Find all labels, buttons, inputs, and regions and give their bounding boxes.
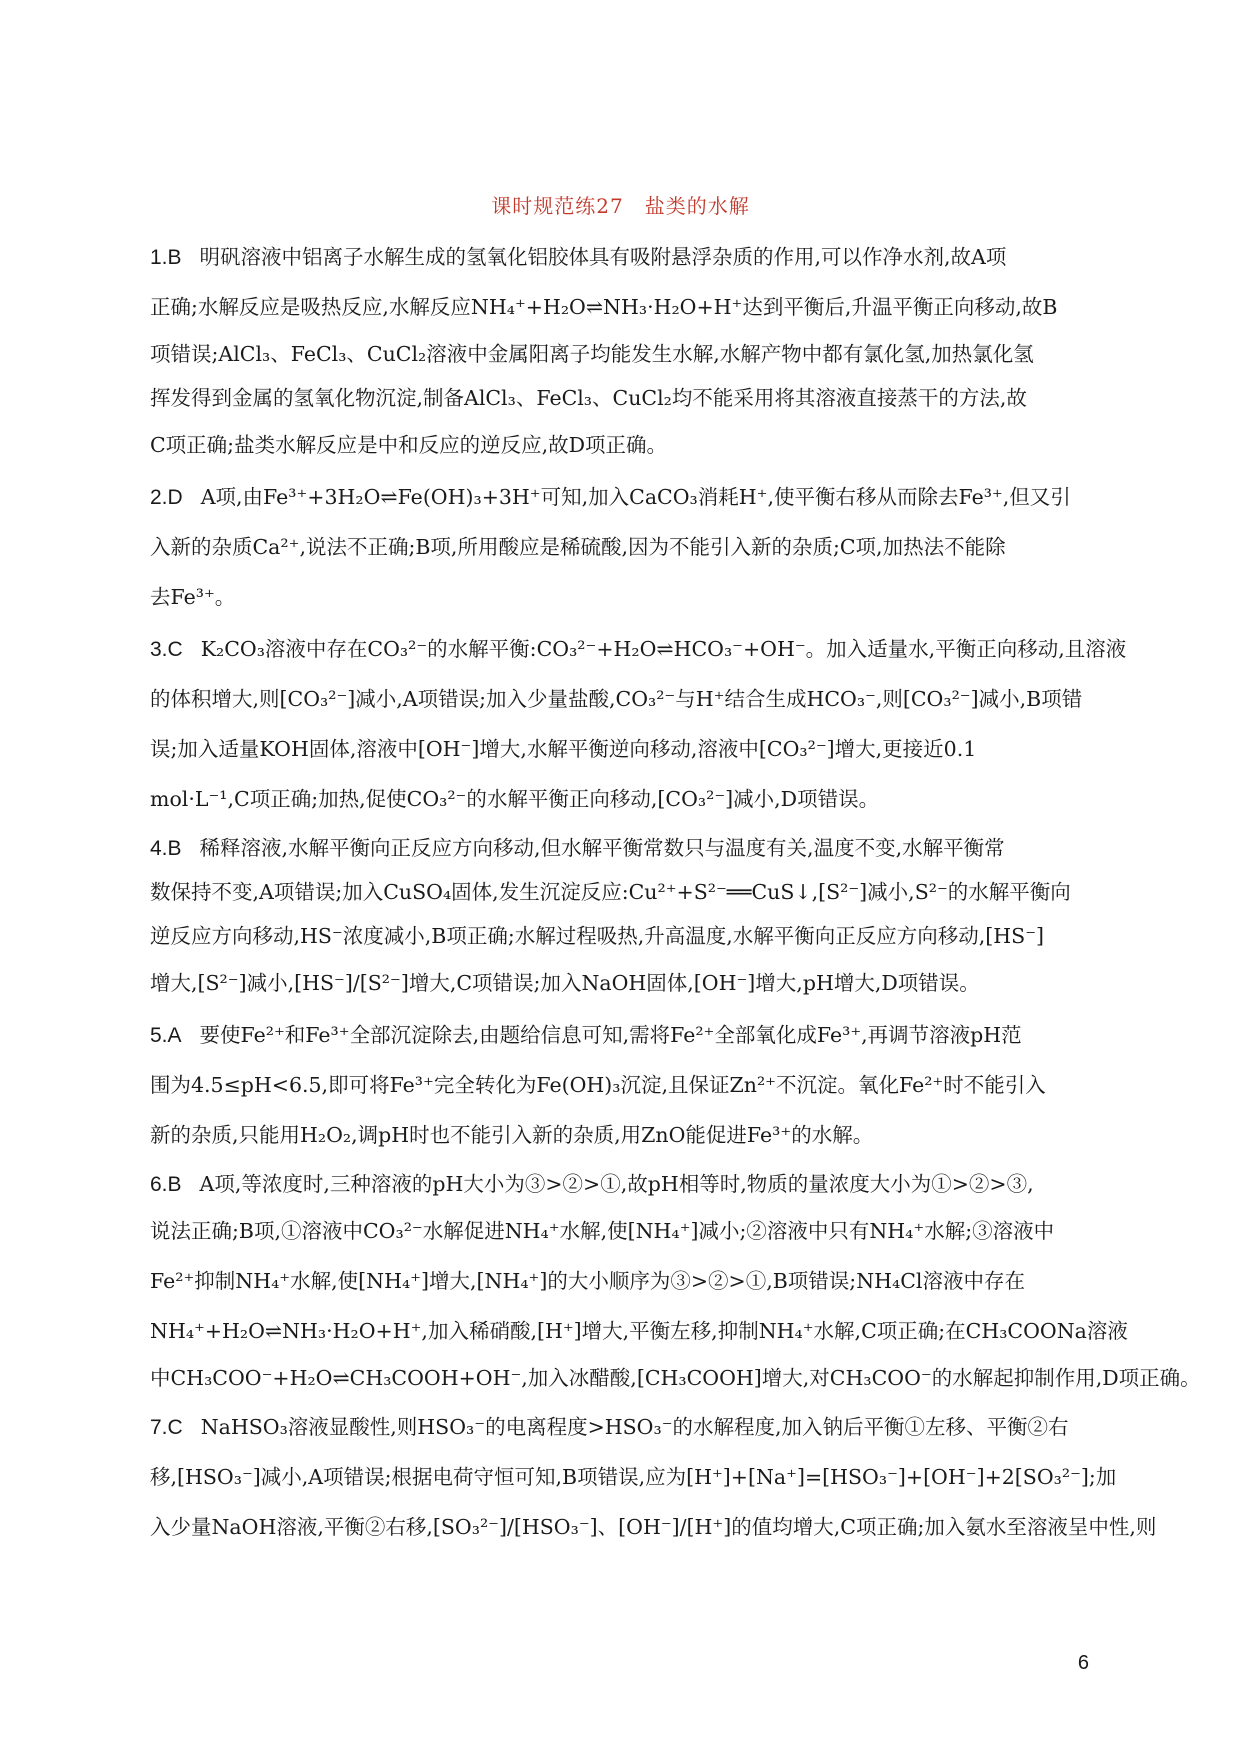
item-text-line: Fe²⁺抑制NH₄⁺水解,使[NH₄⁺]增大,[NH₄⁺]的大小顺序为③>②>①,B项错误;NH₄Cl溶液中存在: [150, 1269, 1025, 1293]
item-text-line: 入新的杂质Ca²⁺,说法不正确;B项,所用酸应是稀硫酸,因为不能引入新的杂质;C项,加热法不能除: [150, 535, 1006, 559]
answer-item-2: [150, 472, 1095, 622]
item-text-line: 新的杂质,只能用H₂O₂,调pH时也不能引入新的杂质,用ZnO能促进Fe³⁺的水解。: [150, 1123, 874, 1147]
item-text-line: 项错误;AlCl₃、FeCl₃、CuCl₂溶液中金属阳离子均能发生水解,水解产物中都有氯化氢,加热氯化氢: [150, 342, 1034, 366]
item-number: 1.: [150, 246, 168, 269]
answer-item-4: [150, 826, 1095, 1008]
item-answer: B: [167, 837, 182, 860]
item-text-line: mol·L⁻¹,C项正确;加热,促使CO₃²⁻的水解平衡正向移动,[CO₃²⁻]减小,D项错误。: [150, 787, 880, 811]
item-number: 3.: [150, 638, 168, 661]
item-text-line: 增大,[S²⁻]减小,[HS⁻]/[S²⁻]增大,C项错误;加入NaOH固体,[OH⁻]增大,pH增大,D项错误。: [150, 971, 980, 995]
answer-list: [150, 232, 1201, 1554]
item-text-line: A项,等浓度时,三种溶液的pH大小为③>②>①,故pH相等时,物质的量浓度大小为①>②>③,: [199, 1172, 1034, 1196]
item-number: 7.: [150, 1416, 168, 1439]
item-text-line: 说法正确;B项,①溶液中CO₃²⁻水解促进NH₄⁺水解,使[NH₄⁺]减小;②溶液中只有NH₄⁺水解;③溶液中: [150, 1219, 1055, 1243]
item-number: 5.: [150, 1024, 168, 1047]
answer-item-6: [150, 1162, 1201, 1400]
item-text-line: 明矾溶液中铝离子水解生成的氢氧化铝胶体具有吸附悬浮杂质的作用,可以作净水剂,故A项: [199, 245, 1007, 269]
item-answer: D: [167, 486, 183, 509]
item-text-line: 要使Fe²⁺和Fe³⁺全部沉淀除去,由题给信息可知,需将Fe²⁺全部氧化成Fe³⁺,再调节溶液pH范: [199, 1023, 1022, 1047]
answer-item-7: [150, 1402, 1157, 1552]
item-text-line: 正确;水解反应是吸热反应,水解反应NH₄⁺+H₂O⇌NH₃·H₂O+H⁺达到平衡后,升温平衡正向移动,故B: [150, 295, 1058, 319]
item-text-line: 的体积增大,则[CO₃²⁻]减小,A项错误;加入少量盐酸,CO₃²⁻与H⁺结合生成HCO₃⁻,则[CO₃²⁻]减小,B项错: [150, 687, 1083, 711]
item-text-line: 移,[HSO₃⁻]减小,A项错误;根据电荷守恒可知,B项错误,应为[H⁺]+[Na⁺]=[HSO₃⁻]+[OH⁻]+2[SO₃²⁻];加: [150, 1465, 1117, 1489]
item-text-line: 围为4.5≤pH<6.5,即可将Fe³⁺完全转化为Fe(OH)₃沉淀,且保证Zn²⁺不沉淀。氧化Fe²⁺时不能引入: [150, 1073, 1046, 1097]
item-number: 4.: [150, 837, 168, 860]
item-answer: C: [167, 1416, 183, 1439]
item-answer: A: [167, 1024, 182, 1047]
answer-item-5: [150, 1010, 1095, 1160]
item-text-line: 去Fe³⁺。: [150, 585, 236, 609]
item-answer: B: [167, 1173, 182, 1196]
item-text-line: 入少量NaOH溶液,平衡②右移,[SO₃²⁻]/[HSO₃⁻]、[OH⁻]/[H⁺]的值均增大,C项正确;加入氨水至溶液呈中性,则: [150, 1515, 1157, 1539]
item-text-line: 逆反应方向移动,HS⁻浓度减小,B项正确;水解过程吸热,升高温度,水解平衡向正反应方向移动,[HS⁻]: [150, 924, 1045, 948]
item-number: 2.: [150, 486, 168, 509]
item-text-line: C项正确;盐类水解反应是中和反应的逆反应,故D项正确。: [150, 433, 668, 457]
answer-item-3: [150, 624, 1127, 824]
item-number: 6.: [150, 1173, 168, 1196]
item-text-line: K₂CO₃溶液中存在CO₃²⁻的水解平衡:CO₃²⁻+H₂O⇌HCO₃⁻+OH⁻。加入适量水,平衡正向移动,且溶液: [200, 637, 1127, 661]
item-text-line: 中CH₃COO⁻+H₂O⇌CH₃COOH+OH⁻,加入冰醋酸,[CH₃COOH]增大,对CH₃COO⁻的水解起抑制作用,D项正确。: [150, 1366, 1201, 1390]
answer-item-1: [150, 232, 1095, 470]
item-text-line: 稀释溶液,水解平衡向正反应方向移动,但水解平衡常数只与温度有关,温度不变,水解平衡常: [199, 836, 1005, 860]
item-text-line: NaHSO₃溶液显酸性,则HSO₃⁻的电离程度>HSO₃⁻的水解程度,加入钠后平衡①左移、平衡②右: [200, 1415, 1069, 1439]
page-number: 6: [1077, 1652, 1089, 1674]
item-answer: C: [167, 638, 183, 661]
item-answer: B: [167, 246, 182, 269]
item-text-line: A项,由Fe³⁺+3H₂O⇌Fe(OH)₃+3H⁺可知,加入CaCO₃消耗H⁺,使平衡右移从而除去Fe³⁺,但又引: [200, 485, 1071, 509]
item-text-line: 数保持不变,A项错误;加入CuSO₄固体,发生沉淀反应:Cu²⁺+S²⁻══CuS↓,[S²⁻]减小,S²⁻的水解平衡向: [150, 880, 1071, 904]
item-text-line: 挥发得到金属的氢氧化物沉淀,制备AlCl₃、FeCl₃、CuCl₂均不能采用将其溶液直接蒸干的方法,故: [150, 386, 1027, 410]
item-text-line: NH₄⁺+H₂O⇌NH₃·H₂O+H⁺,加入稀硝酸,[H⁺]增大,平衡左移,抑制NH₄⁺水解,C项正确;在CH₃COONa溶液: [150, 1319, 1128, 1343]
page-title: 课时规范练27 盐类的水解: [491, 194, 750, 218]
item-text-line: 误;加入适量KOH固体,溶液中[OH⁻]增大,水解平衡逆向移动,溶液中[CO₃²⁻]增大,更接近0.1: [150, 737, 977, 761]
